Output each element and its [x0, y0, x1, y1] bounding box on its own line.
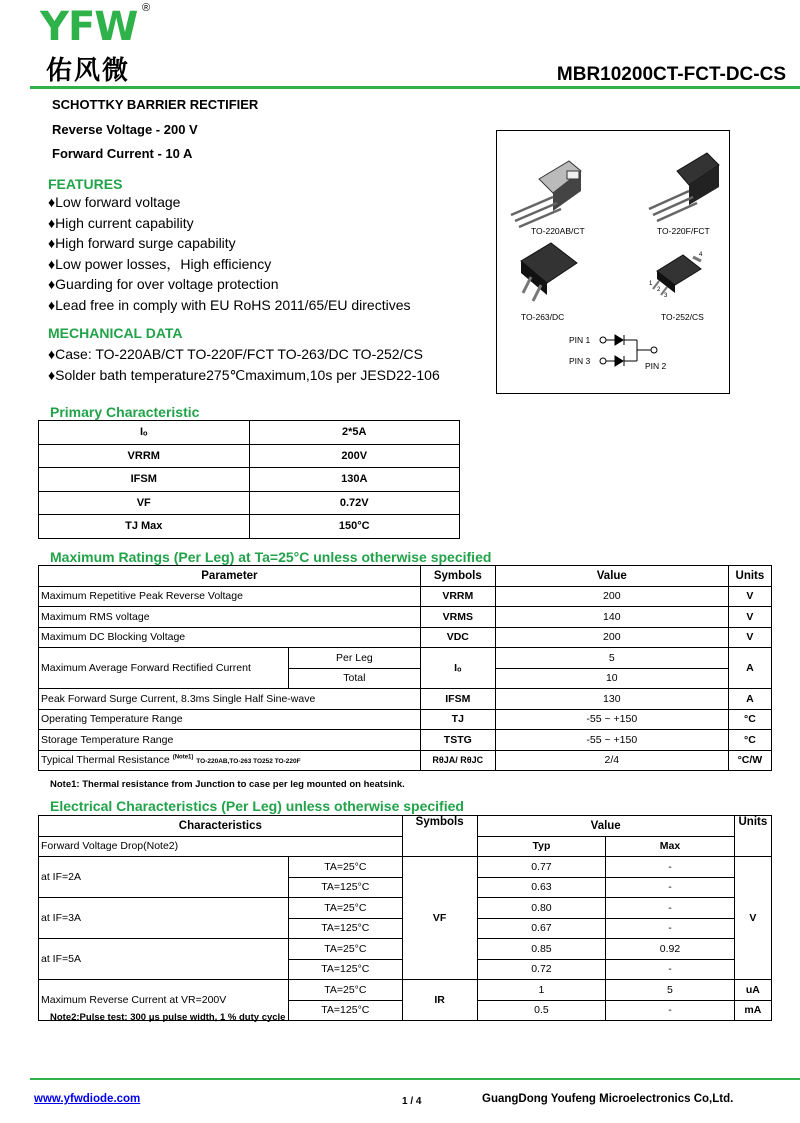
- table-cell: -: [606, 959, 735, 980]
- table-cell: VF: [402, 857, 477, 980]
- product-type: SCHOTTKY BARRIER RECTIFIER: [52, 97, 259, 112]
- table-cell: TA=25°C: [289, 857, 403, 878]
- pin-number: 2: [657, 287, 661, 293]
- table-cell: TA=25°C: [289, 939, 403, 960]
- feature-item: ♦Lead free in comply with EU RoHS 2011/65/EU directives: [48, 296, 411, 313]
- table-cell: V: [728, 607, 771, 628]
- package-diagram: [496, 130, 730, 394]
- table-cell: TA=125°C: [289, 877, 403, 898]
- pin-number: 1: [649, 281, 653, 287]
- package-illustrations: [497, 131, 729, 393]
- primary-table: [38, 420, 460, 539]
- feature-item: ♦High current capability: [48, 214, 194, 231]
- feature-item: ♦Low power losses，High efficiency: [48, 255, 272, 272]
- table-row: [39, 444, 460, 468]
- table-row: [39, 709, 772, 730]
- table-cell: 0.80: [477, 898, 606, 919]
- mechanical-list: [48, 344, 440, 385]
- table-cell: 5: [495, 648, 728, 669]
- table-cell: -: [606, 877, 735, 898]
- table-cell: IFSM: [39, 468, 250, 492]
- table-header-row: [39, 816, 772, 837]
- column-header: Units: [734, 816, 771, 857]
- table-cell: RθJA/ RθJC: [420, 750, 495, 771]
- column-header: Symbols: [402, 816, 477, 857]
- table-cell: 0.63: [477, 877, 606, 898]
- table-cell: 5: [606, 980, 735, 1001]
- column-header: Symbols: [420, 566, 495, 587]
- reverse-voltage: Reverse Voltage - 200 V: [52, 122, 198, 137]
- table-cell: 130A: [249, 468, 460, 492]
- table-cell: V: [728, 627, 771, 648]
- feature-item: ♦Low forward voltage: [48, 194, 181, 210]
- to263-illustration: [521, 243, 577, 301]
- package-label: TO-220F/FCT: [657, 226, 710, 236]
- table-cell: 0.85: [477, 939, 606, 960]
- header-divider: [30, 86, 800, 89]
- table-row: [39, 491, 460, 515]
- table-cell: TA=125°C: [289, 918, 403, 939]
- table-cell: TA=25°C: [289, 980, 403, 1001]
- registered-mark: ®: [142, 2, 151, 14]
- table-cell: Typical Thermal Resistance $^{(Note1)}$ TO-220AB,TO-263 TO252 TO-220F: [39, 750, 421, 771]
- table-cell: -55 ~ +150: [495, 709, 728, 730]
- table-cell: 1: [477, 980, 606, 1001]
- column-header: Value: [495, 566, 728, 587]
- table-cell: 2*5A: [249, 421, 460, 445]
- feature-item: ♦High forward surge capability: [48, 235, 236, 251]
- page-number: 1 / 4: [402, 1096, 422, 1107]
- table-cell: IFSM: [420, 689, 495, 710]
- table-cell: Peak Forward Surge Current, 8.3ms Single Half Sine-wave: [39, 689, 421, 710]
- column-header: Value: [477, 816, 734, 837]
- table-cell: TJ: [420, 709, 495, 730]
- table-row: [39, 857, 772, 878]
- note-1: Note1: Thermal resistance from Junction to case per leg mounted on heatsink.: [50, 779, 405, 790]
- website-link[interactable]: www.yfwdiode.com: [34, 1093, 141, 1105]
- package-label: TO-263/DC: [521, 312, 565, 322]
- table-cell: Per Leg: [289, 648, 421, 669]
- features-list: [48, 192, 411, 315]
- company-name: GuangDong Youfeng Microelectronics Co,Ltd.: [482, 1093, 734, 1105]
- pin-label: PIN 1: [569, 335, 591, 345]
- table-row: [39, 421, 460, 445]
- table-row: [39, 627, 772, 648]
- table-cell: VRRM: [420, 586, 495, 607]
- table-cell: Forward Voltage Drop(Note2): [39, 836, 403, 857]
- table-cell: 200: [495, 586, 728, 607]
- table-cell: mA: [734, 1000, 771, 1021]
- table-cell: Maximum RMS voltage: [39, 607, 421, 628]
- features-heading: FEATURES: [48, 176, 123, 192]
- table-header-row: [39, 566, 772, 587]
- table-cell: 0.72: [477, 959, 606, 980]
- primary-heading: Primary Characteristic: [50, 404, 200, 420]
- table-row: [39, 586, 772, 607]
- column-header: Units: [728, 566, 771, 587]
- table-cell: -: [606, 918, 735, 939]
- table-cell: Storage Temperature Range: [39, 730, 421, 751]
- table-cell: 0.72V: [249, 491, 460, 515]
- forward-current: Forward Current - 10 A: [52, 146, 193, 161]
- table-cell: at IF=2A: [39, 857, 289, 898]
- table-cell: V: [734, 857, 771, 980]
- table-cell: Typ: [477, 836, 606, 857]
- table-row: [39, 468, 460, 492]
- package-label: TO-220AB/CT: [531, 226, 585, 236]
- table-cell: 200V: [249, 444, 460, 468]
- ratings-heading: Maximum Ratings (Per Leg) at Ta=25°C unless otherwise specified: [50, 549, 492, 565]
- table-cell: 0.77: [477, 857, 606, 878]
- table-cell: A: [728, 689, 771, 710]
- electrical-heading: Electrical Characteristics (Per Leg) unless otherwise specified: [50, 798, 464, 814]
- table-cell: VRRM: [39, 444, 250, 468]
- note-2: Note2:Pulse test: 300 μs pulse width, 1 % duty cycle: [50, 1012, 286, 1023]
- column-header: Characteristics: [39, 816, 403, 837]
- table-cell: 140: [495, 607, 728, 628]
- mechanical-heading: MECHANICAL DATA: [48, 325, 183, 341]
- electrical-table: [38, 815, 772, 1021]
- table-cell: A: [728, 648, 771, 689]
- column-header: Parameter: [39, 566, 421, 587]
- table-cell: at IF=5A: [39, 939, 289, 980]
- to220f-illustration: [649, 153, 719, 221]
- table-cell: 0.67: [477, 918, 606, 939]
- table-cell: Maximum Average Forward Rectified Current: [39, 648, 289, 689]
- table-row: [39, 515, 460, 539]
- ratings-table: [38, 565, 772, 771]
- table-cell: TSTG: [420, 730, 495, 751]
- logo-chinese: 佑风微: [46, 56, 131, 86]
- table-cell: V: [728, 586, 771, 607]
- pin-number: 3: [664, 293, 668, 299]
- part-number: MBR10200CT-FCT-DC-CS: [556, 64, 786, 85]
- to220ab-illustration: [511, 161, 581, 227]
- mechanical-item: ♦Solder bath temperature275℃maximum,10s per JESD22-106: [48, 366, 440, 383]
- table-cell: Total: [289, 668, 421, 689]
- table-cell: 200: [495, 627, 728, 648]
- table-cell: TA=25°C: [289, 898, 403, 919]
- table-cell: at IF=3A: [39, 898, 289, 939]
- mechanical-item: ♦Case: TO-220AB/CT TO-220F/FCT TO-263/DC TO-252/CS: [48, 346, 423, 362]
- pin-label: PIN 2: [645, 361, 667, 371]
- table-cell: Maximum Repetitive Peak Reverse Voltage: [39, 586, 421, 607]
- table-cell: VDC: [420, 627, 495, 648]
- table-cell: °C/W: [728, 750, 771, 771]
- table-cell: Maximum DC Blocking Voltage: [39, 627, 421, 648]
- logo-text: YFW: [40, 4, 138, 50]
- table-cell: -: [606, 898, 735, 919]
- table-cell: °C: [728, 730, 771, 751]
- table-cell: Iₒ: [39, 421, 250, 445]
- table-cell: Operating Temperature Range: [39, 709, 421, 730]
- package-label: TO-252/CS: [661, 312, 704, 322]
- table-cell: 2/4: [495, 750, 728, 771]
- table-cell: IR: [402, 980, 477, 1021]
- table-row: [39, 648, 772, 669]
- table-cell: 0.5: [477, 1000, 606, 1021]
- table-cell: VF: [39, 491, 250, 515]
- table-cell: -: [606, 857, 735, 878]
- table-cell: 0.92: [606, 939, 735, 960]
- table-cell: -: [606, 1000, 735, 1021]
- table-cell: 10: [495, 668, 728, 689]
- table-cell: Max: [606, 836, 735, 857]
- table-cell: TA=125°C: [289, 959, 403, 980]
- table-cell: 150°C: [249, 515, 460, 539]
- feature-item: ♦Guarding for over voltage protection: [48, 276, 279, 292]
- table-cell: -55 ~ +150: [495, 730, 728, 751]
- table-cell: °C: [728, 709, 771, 730]
- table-row: [39, 980, 772, 1001]
- table-cell: uA: [734, 980, 771, 1001]
- table-row: [39, 750, 772, 771]
- table-cell: Maximum Reverse Current at VR=200V: [39, 980, 289, 1021]
- table-cell: Iₒ: [420, 648, 495, 689]
- table-cell: 130: [495, 689, 728, 710]
- table-cell: VRMS: [420, 607, 495, 628]
- pin-label: PIN 3: [569, 356, 591, 366]
- table-row: [39, 689, 772, 710]
- pin-number: 4: [699, 252, 703, 258]
- table-cell: TA=125°C: [289, 1000, 403, 1021]
- table-row: [39, 607, 772, 628]
- table-cell: TJ Max: [39, 515, 250, 539]
- footer-divider: [30, 1078, 800, 1080]
- table-row: [39, 730, 772, 751]
